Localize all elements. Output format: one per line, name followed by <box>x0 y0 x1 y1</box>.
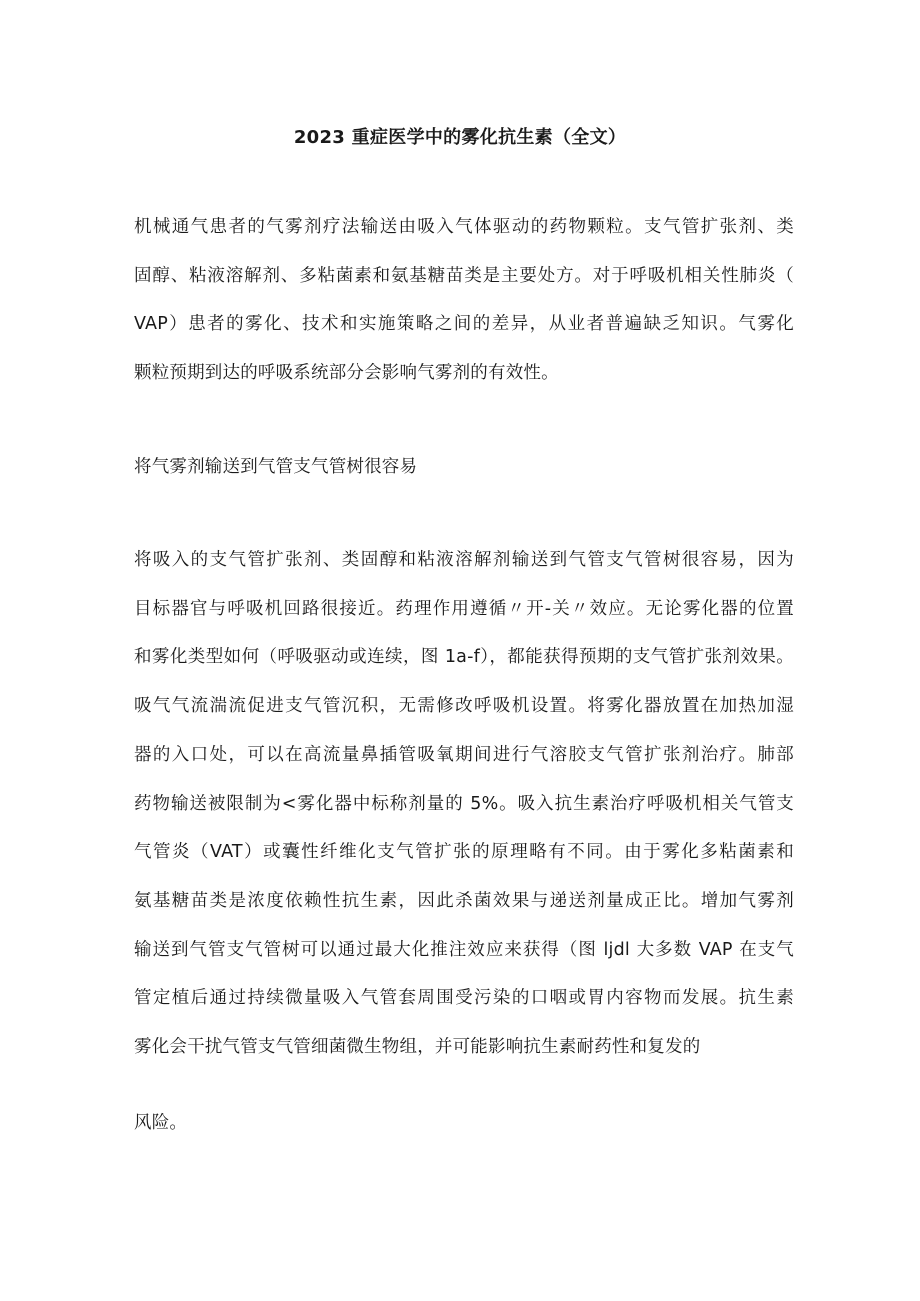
paragraph-line: 管定植后通过持续微量吸入气管套周围受污染的口咽或胃内容物而发展。抗生素 <box>134 988 794 1009</box>
document-title: 2023 重症医学中的雾化抗生素（全文） <box>293 127 627 148</box>
paragraph-line: VAP）患者的雾化、技术和实施策略之间的差异，从业者普遍缺乏知识。气雾化 <box>134 314 794 335</box>
paragraph-line: 药物输送被限制为<雾化器中标称剂量的 5%。吸入抗生素治疗呼吸机相关气管支 <box>134 793 794 814</box>
section-heading <box>134 443 794 492</box>
section-heading-text: 将气雾剂输送到气管支气管树很容易 <box>134 457 418 477</box>
paragraph-line: 雾化会干扰气管支气管细菌微生物组，并可能影响抗生素耐药性和复发的 <box>134 1037 701 1058</box>
paragraph-line: 气管炎（VAT）或囊性纤维化支气管扩张的原理略有不同。由于雾化多粘菌素和 <box>134 842 794 863</box>
paragraph-line: 将吸入的支气管扩张剂、类固醇和粘液溶解剂输送到气管支气管树很容易，因为 <box>134 550 794 570</box>
paragraph-line: 输送到气管支气管树可以通过最大化推注效应来获得（图 ljdl 大多数 VAP 在支气 <box>134 939 794 960</box>
paragraph-line: 吸气气流湍流促进支气管沉积，无需修改呼吸机设置。将雾化器放置在加热加湿 <box>134 696 794 717</box>
paragraph-line: 颗粒预期到达的呼吸系统部分会影响气雾剂的有效性。 <box>134 363 559 384</box>
paragraph-line: 风险。 <box>134 1113 188 1133</box>
paragraph-line: 机械通气患者的气雾剂疗法输送由吸入气体驱动的药物颗粒。支气管扩张剂、类 <box>134 217 794 237</box>
paragraph-ending <box>134 1099 794 1148</box>
paragraph-line: 和雾化类型如何（呼吸驱动或连续，图 1a-f），都能获得预期的支气管扩张剂效果。 <box>134 647 794 668</box>
paragraph-line: 目标器官与呼吸机回路很接近。药理作用遵循〃开-关〃效应。无论雾化器的位置 <box>134 598 794 619</box>
paragraph-line: 固醇、粘液溶解剂、多粘菌素和氨基糖苗类是主要处方。对于呼吸机相关性肺炎（ <box>134 265 794 286</box>
paragraph-line: 器的入口处，可以在高流量鼻插管吸氧期间进行气溶胶支气管扩张剂治疗。肺部 <box>134 744 794 765</box>
paragraph-line: 氨基糖苗类是浓度依赖性抗生素，因此杀菌效果与递送剂量成正比。增加气雾剂 <box>134 890 794 911</box>
paragraph-body <box>134 536 794 1072</box>
paragraph-intro <box>134 203 794 398</box>
